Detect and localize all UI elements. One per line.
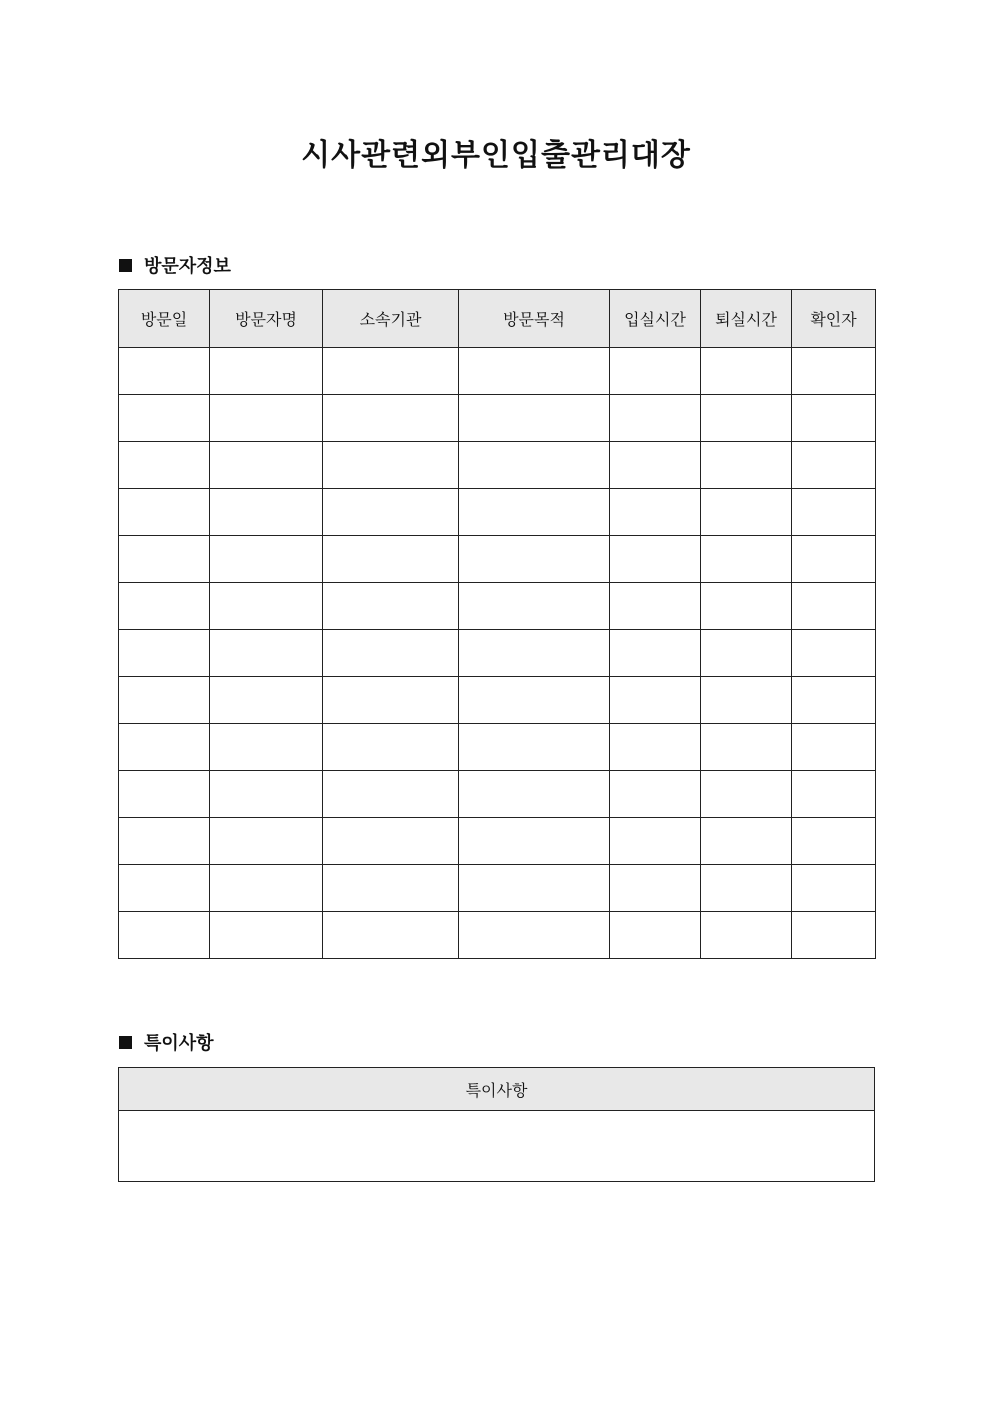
table-cell[interactable] (792, 818, 876, 865)
table-cell[interactable] (323, 677, 459, 724)
table-cell[interactable] (610, 912, 701, 959)
table-cell[interactable] (459, 818, 610, 865)
table-row (119, 489, 876, 536)
table-cell[interactable] (610, 442, 701, 489)
table-cell[interactable] (210, 677, 323, 724)
table-row (119, 442, 876, 489)
visitor-info-heading-label: 방문자정보 (144, 256, 231, 277)
table-cell[interactable] (119, 818, 210, 865)
table-cell[interactable] (459, 442, 610, 489)
table-cell[interactable] (610, 630, 701, 677)
document-title: 시사관련외부인입출관리대장 (301, 138, 691, 173)
special-notes-row (119, 1111, 875, 1182)
square-bullet-icon (119, 1036, 132, 1049)
square-bullet-icon (119, 259, 132, 272)
special-notes-cell[interactable] (119, 1111, 875, 1182)
table-cell[interactable] (210, 865, 323, 912)
special-notes-heading (119, 1030, 214, 1054)
table-cell[interactable] (323, 724, 459, 771)
table-cell[interactable] (701, 630, 792, 677)
table-cell[interactable] (210, 536, 323, 583)
table-cell[interactable] (210, 442, 323, 489)
table-cell[interactable] (323, 536, 459, 583)
table-cell[interactable] (210, 912, 323, 959)
column-header-exit-time: 퇴실시간 (701, 290, 792, 348)
column-header-visit-purpose: 방문목적 (459, 290, 610, 348)
table-cell[interactable] (610, 348, 701, 395)
visitor-table-body (119, 348, 876, 959)
table-cell[interactable] (610, 536, 701, 583)
table-cell[interactable] (323, 630, 459, 677)
table-row (119, 630, 876, 677)
table-cell[interactable] (323, 583, 459, 630)
table-cell[interactable] (610, 489, 701, 536)
table-cell[interactable] (119, 724, 210, 771)
table-cell[interactable] (792, 395, 876, 442)
table-cell[interactable] (459, 630, 610, 677)
table-cell[interactable] (210, 724, 323, 771)
column-header-visit-date: 방문일 (119, 290, 210, 348)
column-header-confirmer: 확인자 (792, 290, 876, 348)
column-header-visitor-name: 방문자명 (210, 290, 323, 348)
table-cell[interactable] (701, 865, 792, 912)
table-cell[interactable] (701, 771, 792, 818)
table-cell[interactable] (610, 771, 701, 818)
table-cell[interactable] (792, 583, 876, 630)
table-cell[interactable] (701, 489, 792, 536)
table-cell[interactable] (459, 536, 610, 583)
table-cell[interactable] (210, 348, 323, 395)
table-cell[interactable] (119, 630, 210, 677)
table-cell[interactable] (610, 583, 701, 630)
table-cell[interactable] (323, 771, 459, 818)
table-cell[interactable] (792, 442, 876, 489)
column-header-entry-time: 입실시간 (610, 290, 701, 348)
table-cell[interactable] (792, 912, 876, 959)
table-row (119, 865, 876, 912)
table-cell[interactable] (119, 912, 210, 959)
special-notes-header-row (119, 1068, 875, 1111)
table-cell[interactable] (459, 348, 610, 395)
table-cell[interactable] (459, 865, 610, 912)
table-row (119, 583, 876, 630)
table-cell[interactable] (701, 677, 792, 724)
table-cell[interactable] (792, 630, 876, 677)
table-cell[interactable] (701, 724, 792, 771)
table-row (119, 724, 876, 771)
table-cell[interactable] (610, 818, 701, 865)
table-cell[interactable] (210, 583, 323, 630)
table-cell[interactable] (323, 395, 459, 442)
visitor-table-header-row (119, 290, 876, 348)
table-cell[interactable] (610, 865, 701, 912)
table-cell[interactable] (323, 818, 459, 865)
table-cell[interactable] (210, 489, 323, 536)
table-row (119, 348, 876, 395)
table-cell[interactable] (459, 912, 610, 959)
table-cell[interactable] (459, 395, 610, 442)
table-row (119, 677, 876, 724)
table-cell[interactable] (323, 348, 459, 395)
table-cell[interactable] (701, 395, 792, 442)
column-header-organization: 소속기관 (323, 290, 459, 348)
table-cell[interactable] (323, 442, 459, 489)
table-cell[interactable] (610, 395, 701, 442)
visitor-table (118, 289, 876, 959)
table-cell[interactable] (792, 724, 876, 771)
table-row (119, 771, 876, 818)
table-cell[interactable] (792, 677, 876, 724)
table-cell[interactable] (119, 348, 210, 395)
table-cell[interactable] (119, 395, 210, 442)
table-cell[interactable] (459, 489, 610, 536)
table-cell[interactable] (792, 865, 876, 912)
table-cell[interactable] (459, 771, 610, 818)
table-cell[interactable] (792, 348, 876, 395)
table-cell[interactable] (323, 865, 459, 912)
special-notes-heading-label: 특이사항 (144, 1033, 214, 1054)
table-cell[interactable] (119, 677, 210, 724)
table-cell[interactable] (119, 489, 210, 536)
table-row (119, 395, 876, 442)
table-cell[interactable] (701, 348, 792, 395)
visitor-info-heading (119, 253, 231, 277)
table-cell[interactable] (323, 489, 459, 536)
table-cell[interactable] (459, 583, 610, 630)
table-cell[interactable] (701, 536, 792, 583)
table-cell[interactable] (701, 912, 792, 959)
table-row (119, 536, 876, 583)
table-cell[interactable] (459, 724, 610, 771)
table-cell[interactable] (701, 442, 792, 489)
table-cell[interactable] (210, 630, 323, 677)
table-cell[interactable] (610, 677, 701, 724)
table-cell[interactable] (323, 912, 459, 959)
table-cell[interactable] (792, 771, 876, 818)
table-cell[interactable] (119, 865, 210, 912)
table-cell[interactable] (210, 771, 323, 818)
table-row (119, 818, 876, 865)
table-row (119, 912, 876, 959)
table-cell[interactable] (610, 724, 701, 771)
table-cell[interactable] (119, 442, 210, 489)
table-cell[interactable] (119, 771, 210, 818)
table-cell[interactable] (210, 818, 323, 865)
table-cell[interactable] (701, 583, 792, 630)
column-header-special-notes: 특이사항 (119, 1068, 875, 1111)
table-cell[interactable] (792, 489, 876, 536)
table-cell[interactable] (459, 677, 610, 724)
table-cell[interactable] (792, 536, 876, 583)
table-cell[interactable] (210, 395, 323, 442)
table-cell[interactable] (119, 583, 210, 630)
table-cell[interactable] (119, 536, 210, 583)
special-notes-table (118, 1067, 875, 1182)
table-cell[interactable] (701, 818, 792, 865)
